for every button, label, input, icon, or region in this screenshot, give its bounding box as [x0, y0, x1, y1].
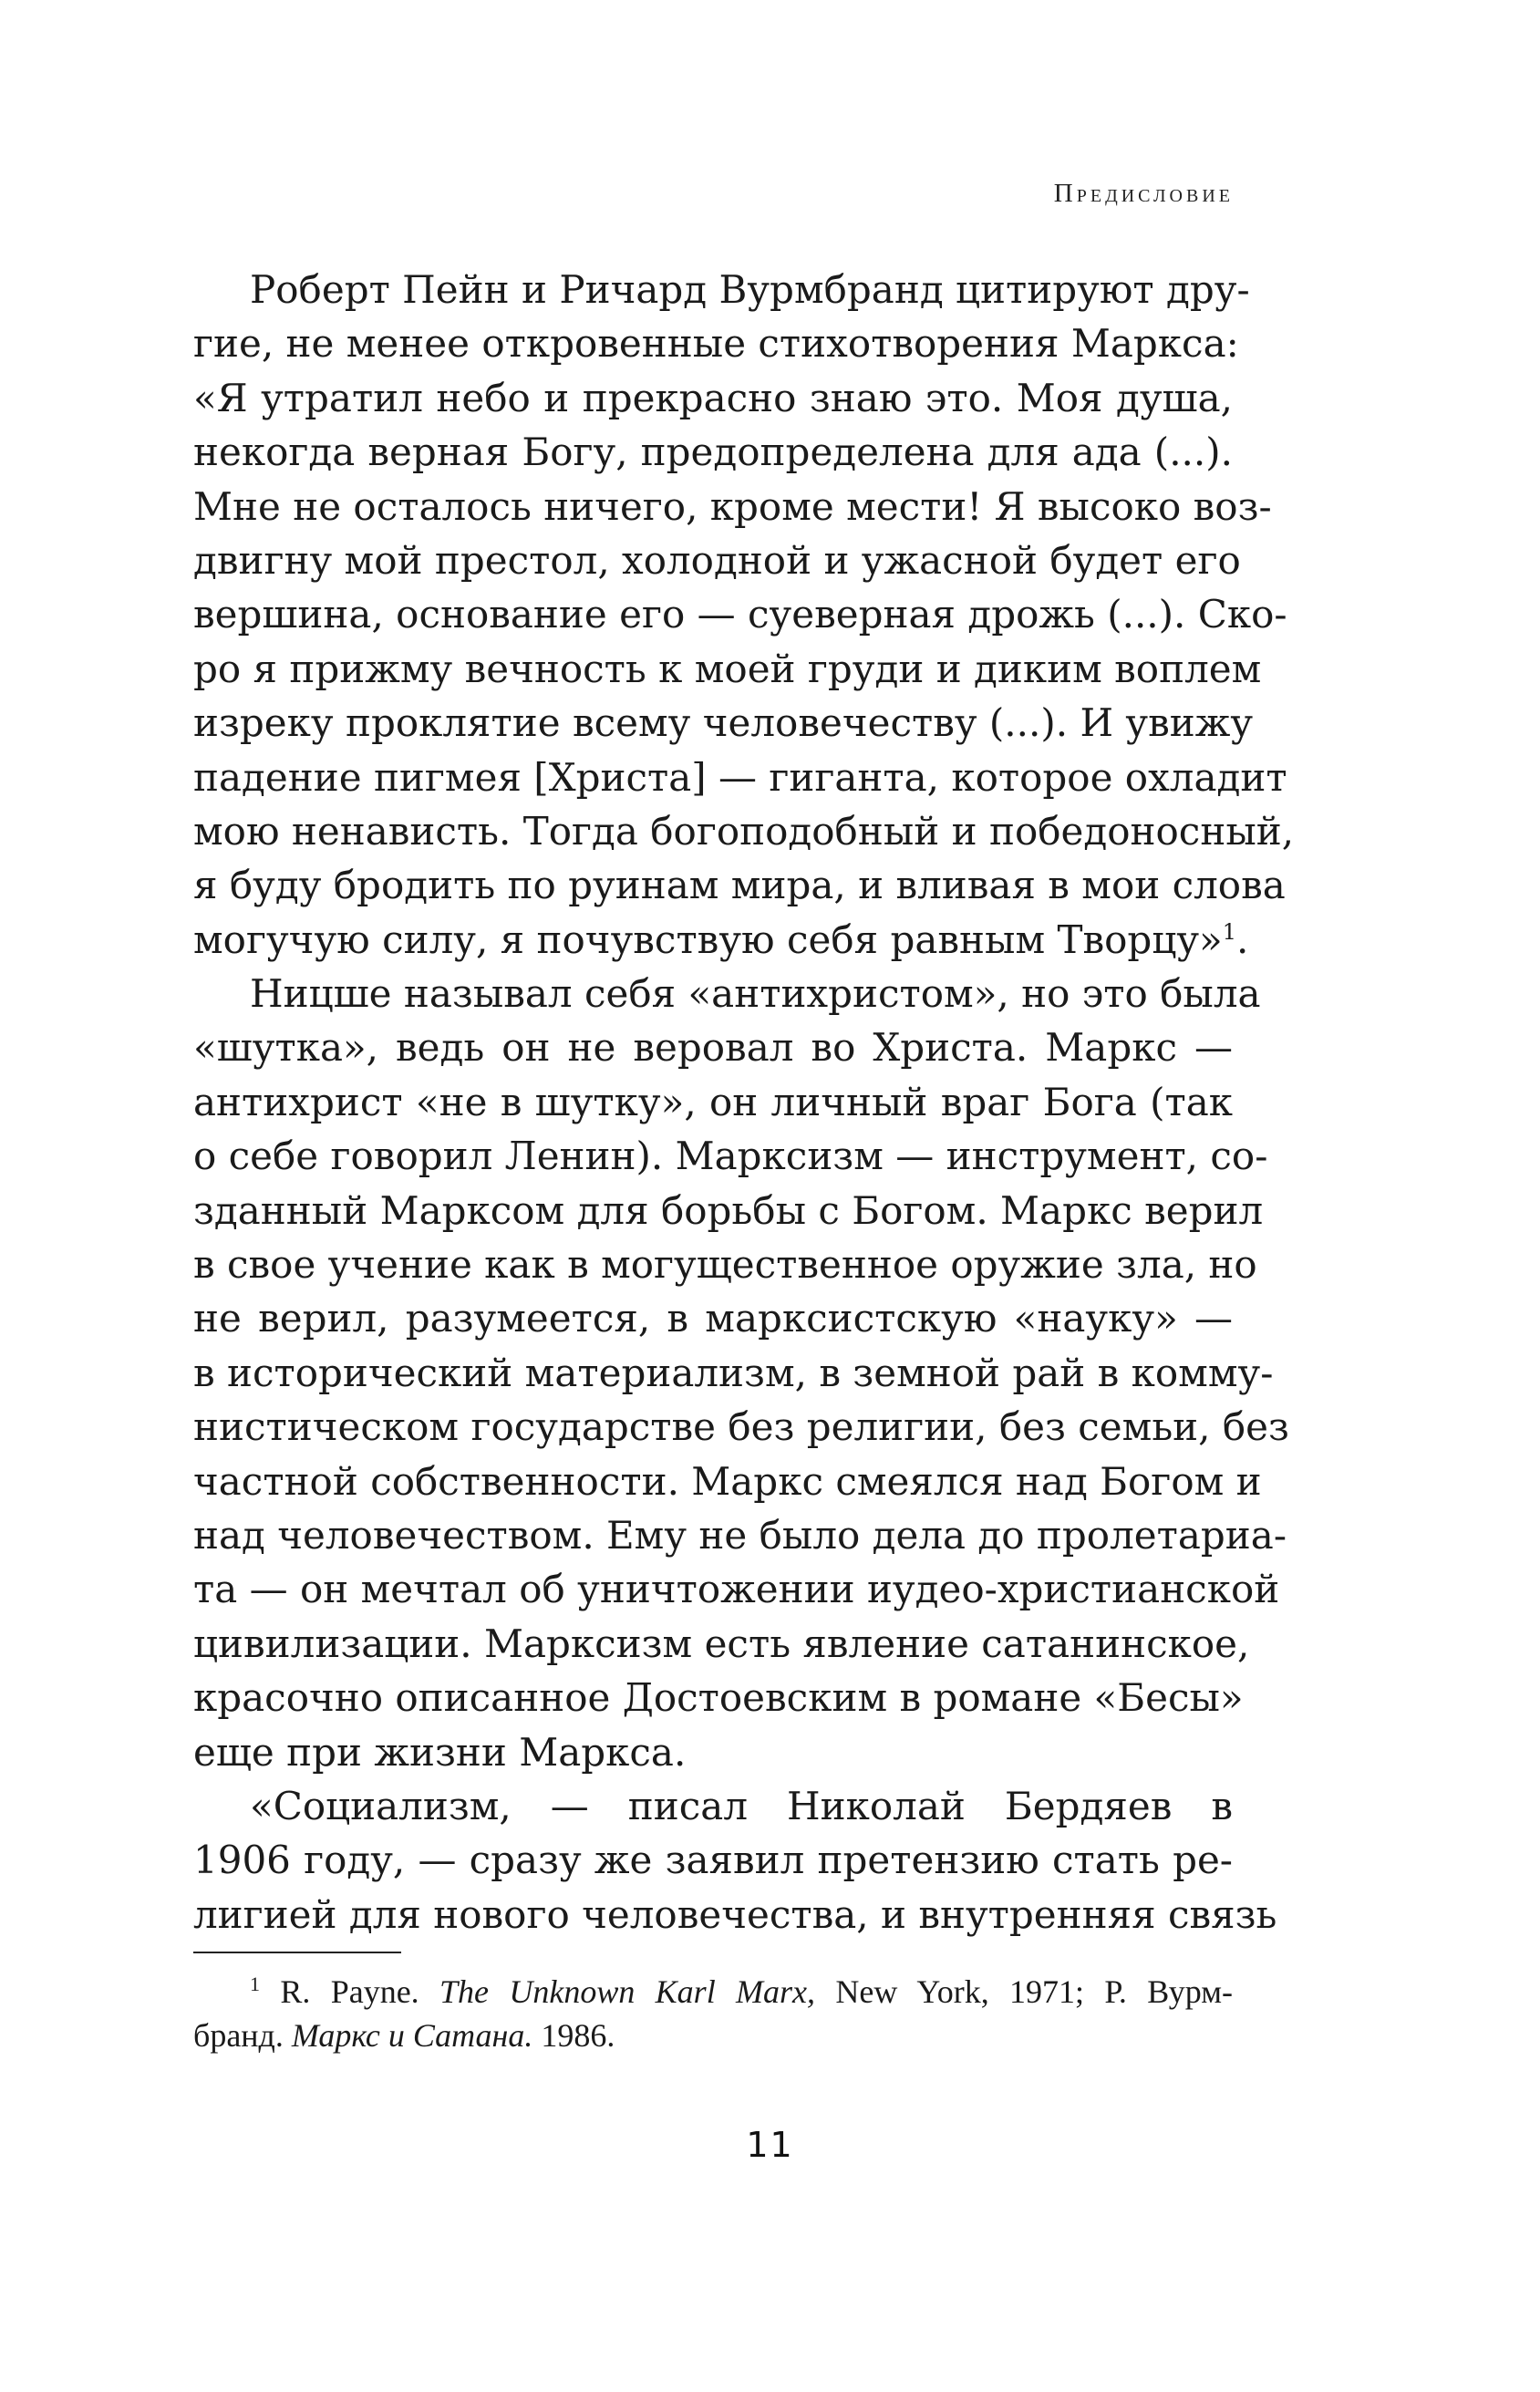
text-line: я буду бродить по руинам мира, и вливая в мои слова: [193, 863, 1286, 908]
text-line: в свое учение как в могущественное оружие зла, но: [193, 1242, 1257, 1288]
text-line-content: могучую силу, я почувствую себя равным Творцу»: [193, 916, 1223, 962]
paragraph: [193, 263, 1295, 967]
text-line: могучую силу, я почувствую себя равным Творцу»$^1$.: [193, 916, 1249, 962]
footnote-line: [193, 1970, 1233, 2014]
paragraph: [193, 967, 1289, 1779]
text-line: вершина, основание его — суеверная дрожь (...). Ско-: [193, 592, 1287, 637]
footnote-text: New York, 1971; Р. Вурм-: [815, 1973, 1233, 2010]
text-line: «Социализм, — писал Николай Бердяев в: [250, 1783, 1233, 1828]
text-line: цивилизации. Марксизм есть явление сатанинское,: [193, 1621, 1250, 1666]
body-text: [193, 263, 1295, 1942]
text-line: о себе говорил Ленин). Марксизм — инструмент, со-: [193, 1134, 1268, 1179]
text-line: двигну мой престол, холодной и ужасной будет его: [193, 537, 1241, 583]
footnote-text: 1986.: [532, 2017, 615, 2054]
text-line: падение пигмея [Христа] — гиганта, которое охладит: [193, 754, 1287, 800]
text-line: «Я утратил небо и прекрасно знаю это. Моя душа,: [193, 375, 1233, 420]
footnote-title: Маркс и Сатана.: [291, 2017, 533, 2054]
text-line: 1906 году, — сразу же заявил претензию стать ре-: [193, 1838, 1233, 1883]
text-line: та — он мечтал об уничтожении иудео-христианской: [193, 1567, 1280, 1612]
footnote: [193, 1970, 1233, 2057]
footnote-title: The Unknown Karl Marx,: [439, 1973, 816, 2010]
text-line: гие, не менее откровенные стихотворения Маркса:: [193, 321, 1239, 367]
text-line: ро я прижму вечность к моей груди и диким воплем: [193, 646, 1262, 691]
footnote-text: R. Payne.: [280, 1973, 440, 2010]
text-line: лигией для нового человечества, и внутренняя связь: [193, 1891, 1277, 1937]
text-line: Мне не осталось ничего, кроме мести! Я высоко воз-: [193, 483, 1272, 529]
footnote-line: [193, 2014, 1233, 2057]
text-line: над человечеством. Ему не было дела до пролетариа-: [193, 1512, 1287, 1558]
text-line: некогда верная Богу, предопределена для ада (...).: [193, 430, 1233, 475]
running-head: Предисловие: [1053, 179, 1234, 208]
text-line: частной собственности. Маркс смеялся над Богом и: [193, 1458, 1262, 1504]
text-line: антихрист «не в шутку», он личный враг Бога (так: [193, 1079, 1233, 1124]
text-line: еще при жизни Маркса.: [193, 1729, 687, 1775]
text-line: Роберт Пейн и Ричард Вурмбранд цитируют дру-: [250, 267, 1250, 312]
page-number: 11: [746, 2125, 794, 2165]
text-line: в исторический материализм, в земной рай в комму-: [193, 1350, 1274, 1395]
footnote-divider: [193, 1952, 401, 1953]
text-line: зданный Марксом для борьбы с Богом. Маркс верил: [193, 1187, 1264, 1233]
text-line: нистическом государстве без религии, без семьи, без: [193, 1404, 1289, 1450]
text-line: Ницше называл себя «антихристом», но это была: [250, 971, 1261, 1017]
text-line: мою ненависть. Тогда богоподобный и победоносный,: [193, 808, 1295, 854]
text-line: изреку проклятие всему человечеству (...). И увижу: [193, 700, 1254, 746]
paragraph: [193, 1779, 1277, 1942]
text-line: не верил, разумеется, в марксистскую «науку» —: [193, 1296, 1233, 1341]
text-line: «шутка», ведь он не веровал во Христа. Маркс —: [193, 1025, 1233, 1071]
footnote-number: 1: [250, 1973, 260, 1995]
footnote-text: бранд.: [193, 2017, 292, 2054]
footnote-reference[interactable]: 1: [1222, 918, 1237, 945]
text-line: красочно описанное Достоевским в романе «Бесы»: [193, 1675, 1244, 1721]
